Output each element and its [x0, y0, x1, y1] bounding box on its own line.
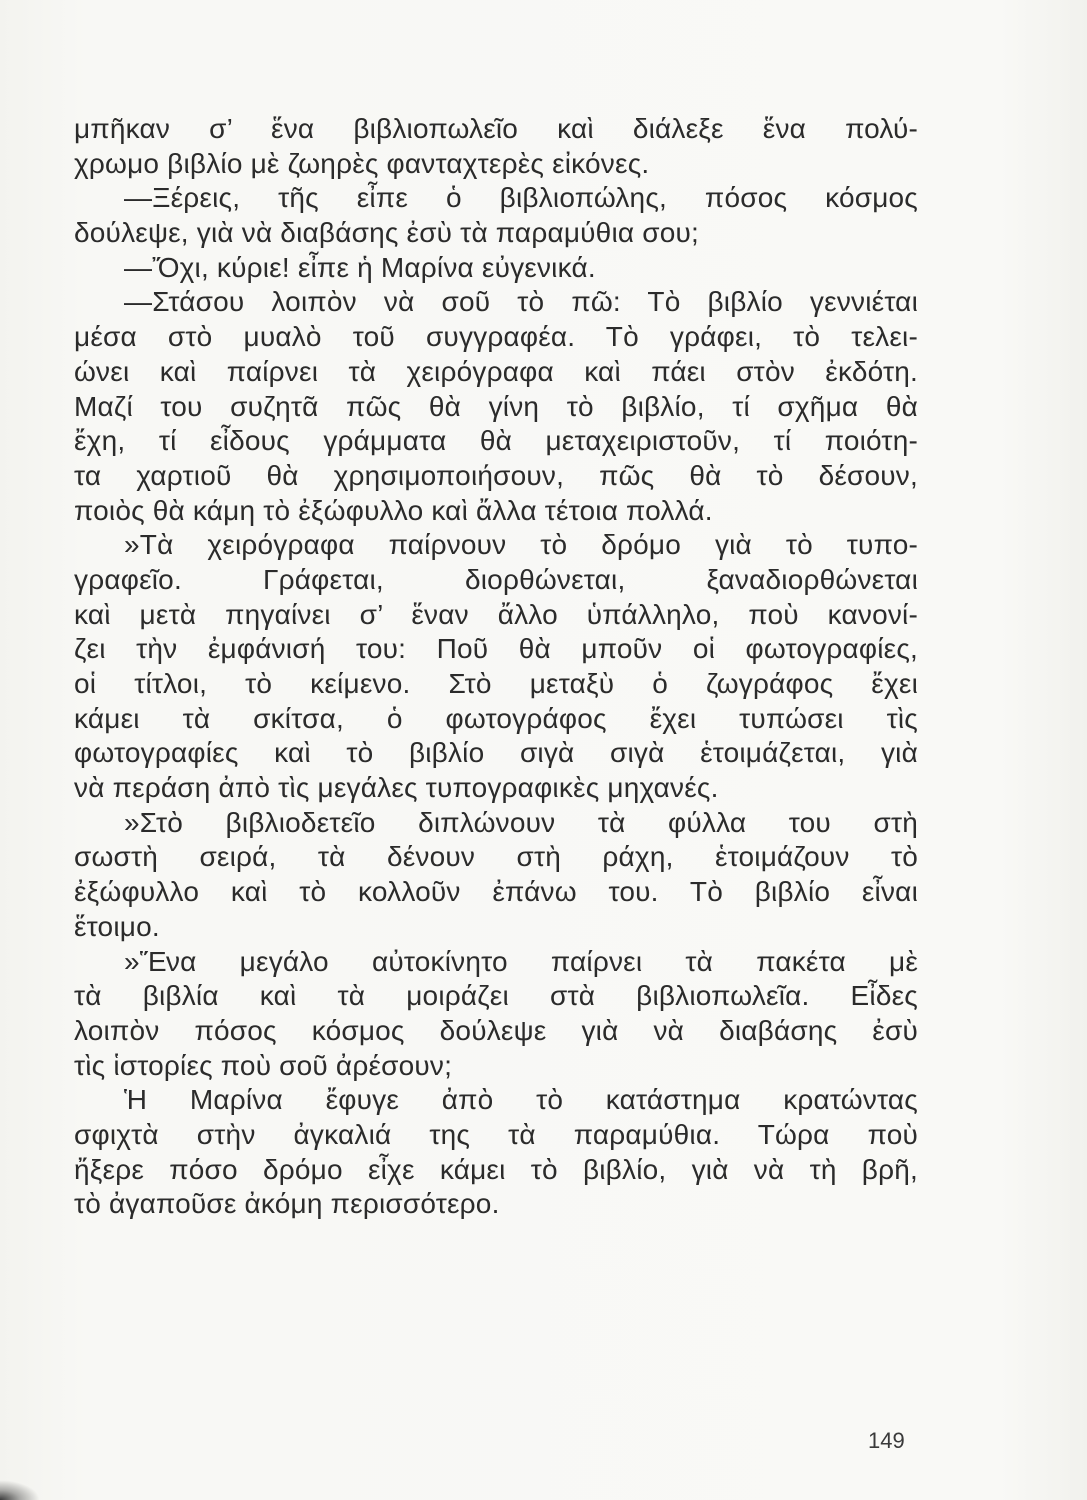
- text-line: τὰ βιβλία καὶ τὰ μοιράζει στὰ βιβλιοπωλεῖα. Εἶδες: [74, 980, 918, 1012]
- text-line: ἔχη, τί εἶδους γράμματα θὰ μεταχειριστοῦν, τί ποιότη-: [74, 425, 918, 457]
- text-line: τα χαρτιοῦ θὰ χρησιμοποιήσουν, πῶς θὰ τὸ δέσουν,: [74, 459, 918, 491]
- text-line: »Στὸ βιβλιοδετεῖο διπλώνουν τὰ φύλλα του στὴ: [124, 806, 918, 838]
- body-text: [74, 112, 918, 1222]
- text-line: Ἡ Μαρίνα ἔφυγε ἀπὸ τὸ κατάστημα κρατώντας: [124, 1084, 918, 1116]
- text-line: ζει τὴν ἐμφάνισή του: Ποῦ θὰ μποῦν οἱ φωτογραφίες,: [74, 633, 918, 665]
- text-line: —Ὄχι, κύριε! εἶπε ἡ Μαρίνα εὐγενικά.: [124, 251, 596, 283]
- text-line: κάμει τὰ σκίτσα, ὁ φωτογράφος ἔχει τυπώσει τὶς: [74, 702, 918, 734]
- page-number: 149: [868, 1428, 905, 1453]
- text-line: Μαζί του συζητᾶ πῶς θὰ γίνη τὸ βιβλίο, τί σχῆμα θὰ: [74, 390, 918, 422]
- text-line: —Ξέρεις, τῆς εἶπε ὁ βιβλιοπώλης, πόσος κόσμος: [124, 182, 918, 214]
- text-line: οἱ τίτλοι, τὸ κείμενο. Στὸ μεταξὺ ὁ ζωγράφος ἔχει: [74, 668, 918, 699]
- text-line: ἕτοιμο.: [74, 910, 160, 942]
- text-line: ἐξώφυλλο καὶ τὸ κολλοῦν ἐπάνω του. Τὸ βιβλίο εἶναι: [74, 876, 918, 908]
- text-line: μπῆκαν σ’ ἕνα βιβλιοπωλεῖο καὶ διάλεξε ἕνα πολύ-: [74, 113, 918, 144]
- text-line: ἤξερε πόσο δρόμο εἶχε κάμει τὸ βιβλίο, γιὰ νὰ τὴ βρῆ,: [74, 1153, 918, 1185]
- text-line: νὰ περάση ἀπὸ τὶς μεγάλες τυπογραφικὲς μηχανές.: [74, 772, 719, 804]
- text-line: σφιχτὰ στὴν ἀγκαλιά της τὰ παραμύθια. Τώρα ποὺ: [74, 1118, 918, 1150]
- text-line: σωστὴ σειρά, τὰ δένουν στὴ ράχη, ἑτοιμάζουν τὸ: [74, 841, 918, 873]
- scan-corner-shadow: [0, 1480, 40, 1500]
- text-line: χρωμο βιβλίο μὲ ζωηρὲς φανταχτερὲς εἰκόνες.: [74, 147, 650, 179]
- text-line: »Ἕνα μεγάλο αὐτοκίνητο παίρνει τὰ πακέτα μὲ: [124, 945, 918, 977]
- text-line: μέσα στὸ μυαλὸ τοῦ συγγραφέα. Τὸ γράφει, τὸ τελει-: [74, 321, 918, 353]
- text-line: λοιπὸν πόσος κόσμος δούλεψε γιὰ νὰ διαβάσης ἐσὺ: [74, 1014, 918, 1046]
- text-line: τὶς ἱστορίες ποὺ σοῦ ἀρέσουν;: [74, 1049, 453, 1081]
- text-line: καὶ μετὰ πηγαίνει σ’ ἕναν ἄλλο ὑπάλληλο, ποὺ κανονί-: [74, 598, 918, 630]
- text-line: γραφεῖο. Γράφεται, διορθώνεται, ξαναδιορθώνεται: [74, 563, 918, 595]
- text-line: —Στάσου λοιπὸν νὰ σοῦ τὸ πῶ: Τὸ βιβλίο γεννιέται: [124, 286, 918, 318]
- text-line: τὸ ἀγαποῦσε ἀκόμη περισσότερο.: [74, 1188, 500, 1220]
- text-line: ποιὸς θὰ κάμη τὸ ἐξώφυλλο καὶ ἄλλα τέτοια πολλά.: [74, 494, 713, 526]
- text-line: »Τὰ χειρόγραφα παίρνουν τὸ δρόμο γιὰ τὸ τυπο-: [124, 529, 918, 561]
- text-line: δούλεψε, γιὰ νὰ διαβάσης ἐσὺ τὰ παραμύθια σου;: [74, 217, 699, 249]
- text-line: φωτογραφίες καὶ τὸ βιβλίο σιγὰ σιγὰ ἑτοιμάζεται, γιὰ: [74, 737, 918, 769]
- text-line: ώνει καὶ παίρνει τὰ χειρόγραφα καὶ πάει στὸν ἐκδότη.: [74, 355, 918, 387]
